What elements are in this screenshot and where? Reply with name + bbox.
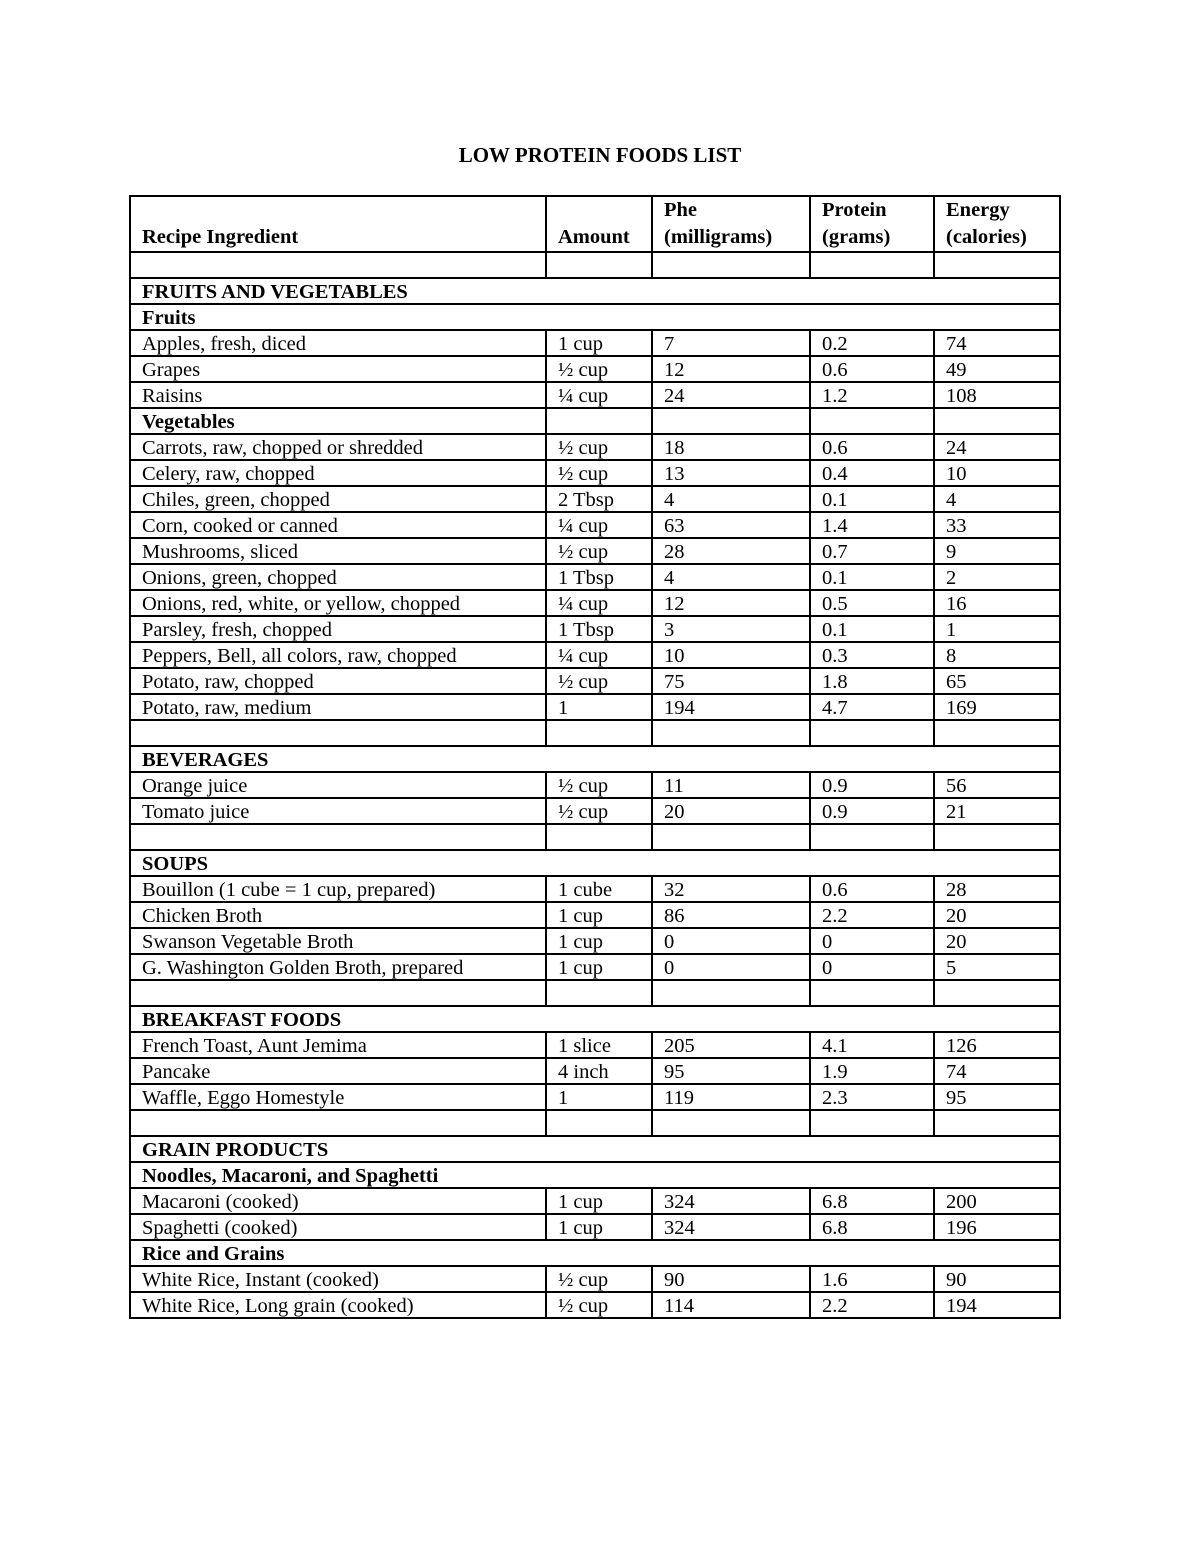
table-row <box>130 902 1060 928</box>
energy-cell: 194 <box>934 1292 1060 1318</box>
empty-cell <box>652 1110 810 1136</box>
ingredient-cell: Parsley, fresh, chopped <box>130 616 546 642</box>
ingredient-cell: Grapes <box>130 356 546 382</box>
empty-cell <box>810 252 934 278</box>
empty-cell <box>810 824 934 850</box>
subsection-label: Vegetables <box>130 408 546 434</box>
section-label: BREAKFAST FOODS <box>130 1006 1060 1032</box>
energy-cell: 21 <box>934 798 1060 824</box>
empty-cell <box>810 720 934 746</box>
header-ingredient: Recipe Ingredient <box>130 196 546 252</box>
ingredient-cell: Tomato juice <box>130 798 546 824</box>
protein-cell: 1.2 <box>810 382 934 408</box>
empty-cell <box>810 1110 934 1136</box>
ingredient-cell: G. Washington Golden Broth, prepared <box>130 954 546 980</box>
table-row <box>130 330 1060 356</box>
empty-cell <box>934 980 1060 1006</box>
energy-cell: 49 <box>934 356 1060 382</box>
table-row <box>130 590 1060 616</box>
empty-cell <box>130 980 546 1006</box>
empty-cell <box>546 824 652 850</box>
ingredient-cell: Potato, raw, medium <box>130 694 546 720</box>
protein-cell: 0 <box>810 954 934 980</box>
amount-cell: ¼ cup <box>546 382 652 408</box>
energy-cell: 196 <box>934 1214 1060 1240</box>
energy-cell: 16 <box>934 590 1060 616</box>
protein-cell: 1.8 <box>810 668 934 694</box>
ingredient-cell: Corn, cooked or canned <box>130 512 546 538</box>
energy-cell: 5 <box>934 954 1060 980</box>
table-row <box>130 1188 1060 1214</box>
amount-cell: 1 slice <box>546 1032 652 1058</box>
protein-cell: 0.1 <box>810 564 934 590</box>
section-header-row <box>130 1006 1060 1032</box>
phe-cell: 0 <box>652 954 810 980</box>
amount-cell: 1 cup <box>546 954 652 980</box>
energy-cell: 28 <box>934 876 1060 902</box>
phe-cell: 95 <box>652 1058 810 1084</box>
header-phe: Phe (milligrams) <box>652 196 810 252</box>
blank-row <box>130 824 1060 850</box>
ingredient-cell: Raisins <box>130 382 546 408</box>
protein-cell: 0.1 <box>810 486 934 512</box>
subsection-header-row <box>130 1162 1060 1188</box>
subsection-label: Rice and Grains <box>130 1240 1060 1266</box>
protein-cell: 1.4 <box>810 512 934 538</box>
table-row <box>130 460 1060 486</box>
amount-cell: ½ cup <box>546 460 652 486</box>
section-header-row <box>130 850 1060 876</box>
phe-cell: 7 <box>652 330 810 356</box>
amount-cell: ½ cup <box>546 434 652 460</box>
protein-cell: 4.1 <box>810 1032 934 1058</box>
energy-cell: 169 <box>934 694 1060 720</box>
protein-cell: 2.3 <box>810 1084 934 1110</box>
table-row <box>130 434 1060 460</box>
amount-cell: 1 Tbsp <box>546 616 652 642</box>
ingredient-cell: Orange juice <box>130 772 546 798</box>
ingredient-cell: Carrots, raw, chopped or shredded <box>130 434 546 460</box>
table-row <box>130 642 1060 668</box>
energy-cell: 24 <box>934 434 1060 460</box>
table-row <box>130 564 1060 590</box>
section-header-row <box>130 278 1060 304</box>
protein-cell: 0.9 <box>810 772 934 798</box>
energy-cell: 2 <box>934 564 1060 590</box>
energy-cell: 108 <box>934 382 1060 408</box>
amount-cell: ½ cup <box>546 1292 652 1318</box>
subsection-header-row <box>130 304 1060 330</box>
phe-cell: 20 <box>652 798 810 824</box>
subsection-label: Noodles, Macaroni, and Spaghetti <box>130 1162 1060 1188</box>
protein-cell: 1.6 <box>810 1266 934 1292</box>
amount-cell: 1 cup <box>546 1188 652 1214</box>
amount-cell: ½ cup <box>546 538 652 564</box>
ingredient-cell: Mushrooms, sliced <box>130 538 546 564</box>
amount-cell: 2 Tbsp <box>546 486 652 512</box>
phe-cell: 4 <box>652 486 810 512</box>
table-row <box>130 876 1060 902</box>
amount-cell: ½ cup <box>546 798 652 824</box>
protein-cell: 0.6 <box>810 876 934 902</box>
ingredient-cell: Onions, red, white, or yellow, chopped <box>130 590 546 616</box>
table-row <box>130 616 1060 642</box>
empty-cell <box>130 720 546 746</box>
empty-cell <box>934 720 1060 746</box>
phe-cell: 4 <box>652 564 810 590</box>
blank-row <box>130 720 1060 746</box>
amount-cell: ¼ cup <box>546 642 652 668</box>
empty-cell <box>652 980 810 1006</box>
phe-cell: 119 <box>652 1084 810 1110</box>
protein-cell: 6.8 <box>810 1188 934 1214</box>
empty-cell <box>652 252 810 278</box>
ingredient-cell: Bouillon (1 cube = 1 cup, prepared) <box>130 876 546 902</box>
protein-cell: 6.8 <box>810 1214 934 1240</box>
empty-cell <box>934 408 1060 434</box>
blank-row <box>130 980 1060 1006</box>
amount-cell: 1 <box>546 1084 652 1110</box>
protein-cell: 2.2 <box>810 902 934 928</box>
header-protein: Protein (grams) <box>810 196 934 252</box>
energy-cell: 56 <box>934 772 1060 798</box>
protein-cell: 0.5 <box>810 590 934 616</box>
phe-cell: 32 <box>652 876 810 902</box>
energy-cell: 200 <box>934 1188 1060 1214</box>
empty-cell <box>546 720 652 746</box>
energy-cell: 8 <box>934 642 1060 668</box>
protein-cell: 0 <box>810 928 934 954</box>
ingredient-cell: Waffle, Eggo Homestyle <box>130 1084 546 1110</box>
amount-cell: 1 cup <box>546 330 652 356</box>
ingredient-cell: White Rice, Instant (cooked) <box>130 1266 546 1292</box>
amount-cell: 1 <box>546 694 652 720</box>
table-row <box>130 668 1060 694</box>
table-row <box>130 694 1060 720</box>
protein-cell: 0.2 <box>810 330 934 356</box>
amount-cell: 1 Tbsp <box>546 564 652 590</box>
table-row <box>130 1214 1060 1240</box>
empty-cell <box>810 980 934 1006</box>
ingredient-cell: Pancake <box>130 1058 546 1084</box>
section-label: SOUPS <box>130 850 1060 876</box>
phe-cell: 63 <box>652 512 810 538</box>
amount-cell: ¼ cup <box>546 512 652 538</box>
protein-cell: 0.4 <box>810 460 934 486</box>
table-row <box>130 772 1060 798</box>
section-label: FRUITS AND VEGETABLES <box>130 278 1060 304</box>
table-body <box>130 252 1060 1318</box>
energy-cell: 20 <box>934 928 1060 954</box>
subsection-header-row <box>130 1240 1060 1266</box>
table-row <box>130 356 1060 382</box>
phe-cell: 28 <box>652 538 810 564</box>
energy-cell: 1 <box>934 616 1060 642</box>
empty-cell <box>130 824 546 850</box>
page-title: LOW PROTEIN FOODS LIST <box>458 143 742 167</box>
phe-cell: 12 <box>652 590 810 616</box>
header-energy: Energy (calories) <box>934 196 1060 252</box>
ingredient-cell: Spaghetti (cooked) <box>130 1214 546 1240</box>
ingredient-cell: Potato, raw, chopped <box>130 668 546 694</box>
table-row <box>130 1032 1060 1058</box>
phe-cell: 12 <box>652 356 810 382</box>
table-row <box>130 1292 1060 1318</box>
energy-cell: 33 <box>934 512 1060 538</box>
empty-cell <box>652 408 810 434</box>
section-label: BEVERAGES <box>130 746 1060 772</box>
header-amount: Amount <box>546 196 652 252</box>
protein-cell: 1.9 <box>810 1058 934 1084</box>
energy-cell: 74 <box>934 1058 1060 1084</box>
energy-cell: 95 <box>934 1084 1060 1110</box>
phe-cell: 324 <box>652 1188 810 1214</box>
ingredient-cell: Apples, fresh, diced <box>130 330 546 356</box>
table-row <box>130 1266 1060 1292</box>
empty-cell <box>934 1110 1060 1136</box>
phe-cell: 194 <box>652 694 810 720</box>
section-header-row <box>130 746 1060 772</box>
phe-cell: 205 <box>652 1032 810 1058</box>
ingredient-cell: Swanson Vegetable Broth <box>130 928 546 954</box>
empty-cell <box>652 720 810 746</box>
ingredient-cell: Macaroni (cooked) <box>130 1188 546 1214</box>
ingredient-cell: Celery, raw, chopped <box>130 460 546 486</box>
phe-cell: 3 <box>652 616 810 642</box>
protein-cell: 2.2 <box>810 1292 934 1318</box>
table-row <box>130 1058 1060 1084</box>
protein-cell: 0.3 <box>810 642 934 668</box>
phe-cell: 13 <box>652 460 810 486</box>
empty-cell <box>934 824 1060 850</box>
subsection-label: Fruits <box>130 304 1060 330</box>
energy-cell: 126 <box>934 1032 1060 1058</box>
energy-cell: 20 <box>934 902 1060 928</box>
protein-cell: 0.6 <box>810 434 934 460</box>
phe-cell: 10 <box>652 642 810 668</box>
amount-cell: 1 cup <box>546 1214 652 1240</box>
empty-cell <box>546 408 652 434</box>
empty-cell <box>546 252 652 278</box>
empty-cell <box>546 1110 652 1136</box>
ingredient-cell: White Rice, Long grain (cooked) <box>130 1292 546 1318</box>
phe-cell: 11 <box>652 772 810 798</box>
amount-cell: 1 cube <box>546 876 652 902</box>
phe-cell: 24 <box>652 382 810 408</box>
protein-cell: 0.1 <box>810 616 934 642</box>
table-row <box>130 1084 1060 1110</box>
phe-cell: 75 <box>652 668 810 694</box>
amount-cell: ½ cup <box>546 772 652 798</box>
energy-cell: 65 <box>934 668 1060 694</box>
table-row <box>130 538 1060 564</box>
phe-cell: 18 <box>652 434 810 460</box>
phe-cell: 114 <box>652 1292 810 1318</box>
phe-cell: 86 <box>652 902 810 928</box>
energy-cell: 10 <box>934 460 1060 486</box>
amount-cell: 1 cup <box>546 928 652 954</box>
protein-cell: 0.9 <box>810 798 934 824</box>
table-row <box>130 486 1060 512</box>
table-row <box>130 928 1060 954</box>
amount-cell: ½ cup <box>546 668 652 694</box>
foods-table <box>129 195 1061 1319</box>
blank-row <box>130 1110 1060 1136</box>
amount-cell: 4 inch <box>546 1058 652 1084</box>
ingredient-cell: Chicken Broth <box>130 902 546 928</box>
subsection-header-row <box>130 408 1060 434</box>
table-row <box>130 798 1060 824</box>
empty-cell <box>130 1110 546 1136</box>
amount-cell: ½ cup <box>546 1266 652 1292</box>
energy-cell: 4 <box>934 486 1060 512</box>
amount-cell: 1 cup <box>546 902 652 928</box>
phe-cell: 90 <box>652 1266 810 1292</box>
table-row <box>130 512 1060 538</box>
blank-row <box>130 252 1060 278</box>
header-row <box>130 196 1060 252</box>
protein-cell: 0.6 <box>810 356 934 382</box>
phe-cell: 324 <box>652 1214 810 1240</box>
amount-cell: ¼ cup <box>546 590 652 616</box>
energy-cell: 90 <box>934 1266 1060 1292</box>
protein-cell: 4.7 <box>810 694 934 720</box>
empty-cell <box>546 980 652 1006</box>
amount-cell: ½ cup <box>546 356 652 382</box>
section-label: GRAIN PRODUCTS <box>130 1136 1060 1162</box>
empty-cell <box>652 824 810 850</box>
ingredient-cell: Peppers, Bell, all colors, raw, chopped <box>130 642 546 668</box>
table-row <box>130 954 1060 980</box>
ingredient-cell: Onions, green, chopped <box>130 564 546 590</box>
energy-cell: 9 <box>934 538 1060 564</box>
empty-cell <box>810 408 934 434</box>
energy-cell: 74 <box>934 330 1060 356</box>
empty-cell <box>934 252 1060 278</box>
section-header-row <box>130 1136 1060 1162</box>
ingredient-cell: French Toast, Aunt Jemima <box>130 1032 546 1058</box>
phe-cell: 0 <box>652 928 810 954</box>
empty-cell <box>130 252 546 278</box>
protein-cell: 0.7 <box>810 538 934 564</box>
ingredient-cell: Chiles, green, chopped <box>130 486 546 512</box>
table-row <box>130 382 1060 408</box>
